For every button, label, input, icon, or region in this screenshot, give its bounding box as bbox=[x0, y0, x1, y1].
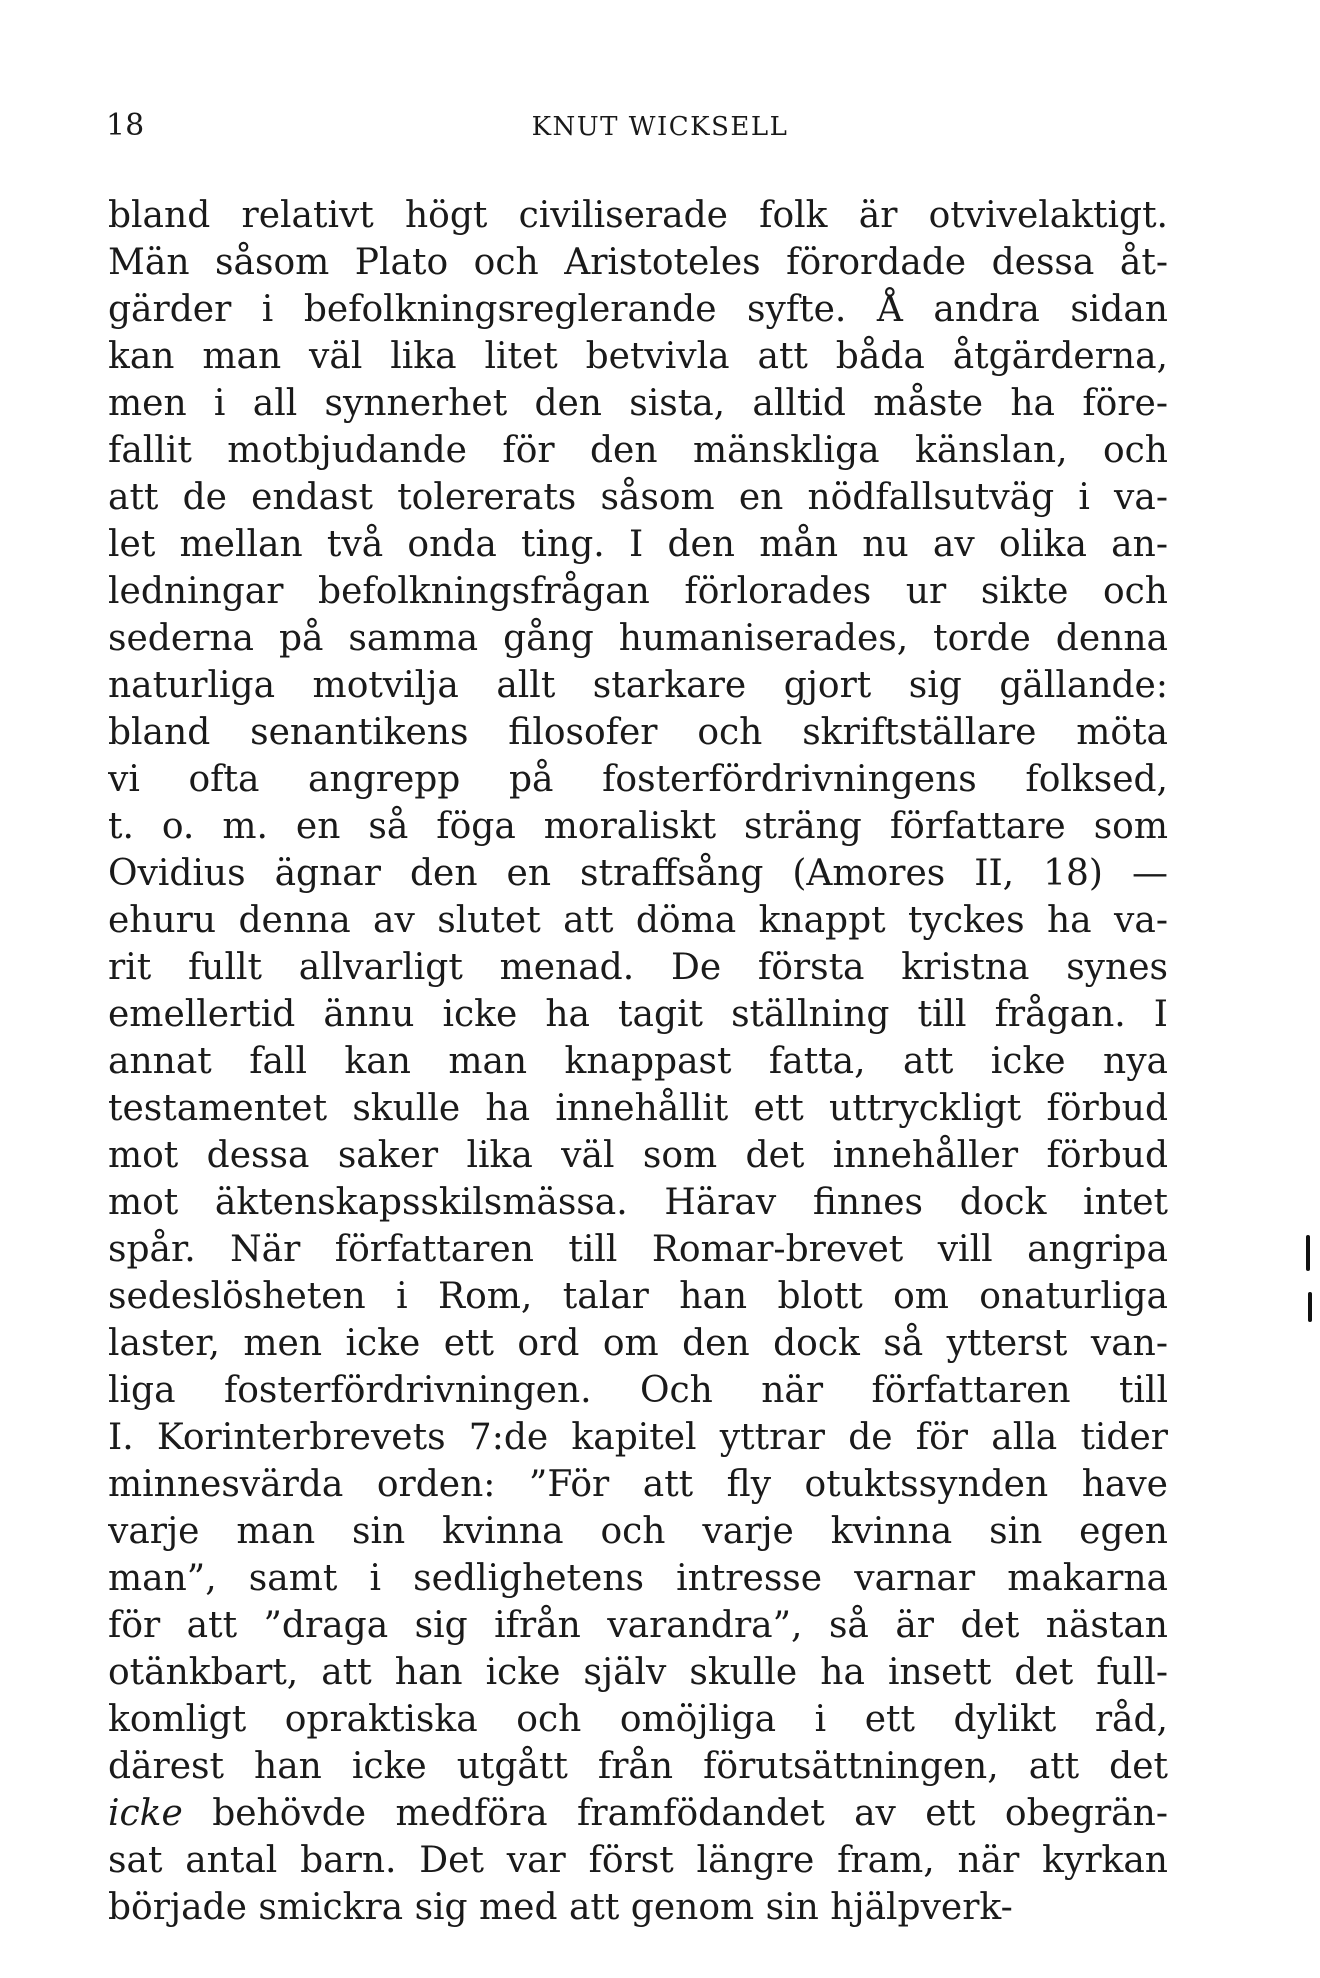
text-line: man”, samt i sedlighetens intresse varnar makarna bbox=[108, 1558, 1168, 1599]
text-line: bland senantikens filosofer och skriftställare möta bbox=[108, 712, 1168, 753]
text-line: minnesvärda orden: ”För att fly otuktssynden have bbox=[108, 1464, 1168, 1505]
text-line: vi ofta angrepp på fosterfördrivningens folksed, bbox=[108, 759, 1168, 800]
text-line-rest: behövde medföra framfödandet av ett obegrän- bbox=[182, 1793, 1168, 1834]
text-line: spår. När författaren till Romar-brevet vill angripa bbox=[108, 1229, 1168, 1270]
running-head: KNUT WICKSELL bbox=[531, 112, 789, 142]
text-line: för att ”draga sig ifrån varandra”, så är det nästan bbox=[108, 1605, 1168, 1646]
text-line: ledningar befolkningsfrågan förlorades ur sikte och bbox=[108, 571, 1168, 612]
text-line: rit fullt allvarligt menad. De första kristna synes bbox=[108, 947, 1168, 988]
text-line: emellertid ännu icke ha tagit ställning till frågan. I bbox=[108, 994, 1168, 1035]
text-line: I. Korinterbrevets 7:de kapitel yttrar de för alla tider bbox=[108, 1417, 1168, 1458]
text-line: gärder i befolkningsreglerande syfte. Å andra sidan bbox=[108, 289, 1168, 330]
text-line bbox=[108, 1790, 1168, 1837]
italic-word: icke bbox=[108, 1793, 183, 1834]
text-line: t. o. m. en så föga moraliskt sträng författare som bbox=[108, 806, 1168, 847]
text-line: sat antal barn. Det var först längre fram, när kyrkan bbox=[108, 1840, 1168, 1881]
text-line: komligt opraktiska och omöjliga i ett dylikt råd, bbox=[108, 1699, 1168, 1740]
text-line: men i all synnerhet den sista, alltid måste ha före- bbox=[108, 383, 1168, 424]
text-line: bland relativt högt civiliserade folk är otvivelaktigt. bbox=[108, 195, 1168, 236]
text-line: otänkbart, att han icke själv skulle ha insett det full- bbox=[108, 1652, 1168, 1693]
text-line: mot dessa saker lika väl som det innehåller förbud bbox=[108, 1135, 1168, 1176]
text-line: annat fall kan man knappast fatta, att icke nya bbox=[108, 1041, 1168, 1082]
text-line: att de endast tolererats såsom en nödfallsutväg i va- bbox=[108, 477, 1168, 518]
page-number: 18 bbox=[106, 108, 145, 143]
text-line: kan man väl lika litet betvivla att båda åtgärderna, bbox=[108, 336, 1168, 377]
page-header bbox=[0, 108, 1320, 148]
text-line: let mellan två onda ting. I den mån nu av olika an- bbox=[108, 524, 1168, 565]
text-line: Ovidius ägnar den en straffsång (Amores II, 18) — bbox=[108, 853, 1168, 894]
text-line: laster, men icke ett ord om den dock så ytterst van- bbox=[108, 1323, 1168, 1364]
text-line: sedeslösheten i Rom, talar han blott om onaturliga bbox=[108, 1276, 1168, 1317]
text-line: sederna på samma gång humaniserades, torde denna bbox=[108, 618, 1168, 659]
margin-mark bbox=[1306, 1235, 1310, 1271]
text-line: naturliga motvilja allt starkare gjort sig gällande: bbox=[108, 665, 1168, 706]
text-line: Män såsom Plato och Aristoteles förordade dessa åt- bbox=[108, 242, 1168, 283]
margin-mark bbox=[1308, 1292, 1312, 1322]
text-line: varje man sin kvinna och varje kvinna sin egen bbox=[108, 1511, 1168, 1552]
text-line: fallit motbjudande för den mänskliga känslan, och bbox=[108, 430, 1168, 471]
text-line: mot äktenskapsskilsmässa. Härav finnes dock intet bbox=[108, 1182, 1168, 1223]
text-line: därest han icke utgått från förutsättningen, att det bbox=[108, 1746, 1168, 1787]
text-line: testamentet skulle ha innehållit ett uttryckligt förbud bbox=[108, 1088, 1168, 1129]
text-line: liga fosterfördrivningen. Och när författaren till bbox=[108, 1370, 1168, 1411]
body-text bbox=[108, 192, 1168, 1931]
text-line: ehuru denna av slutet att döma knappt tyckes ha va- bbox=[108, 900, 1168, 941]
text-line: började smickra sig med att genom sin hjälpverk- bbox=[108, 1887, 1013, 1928]
